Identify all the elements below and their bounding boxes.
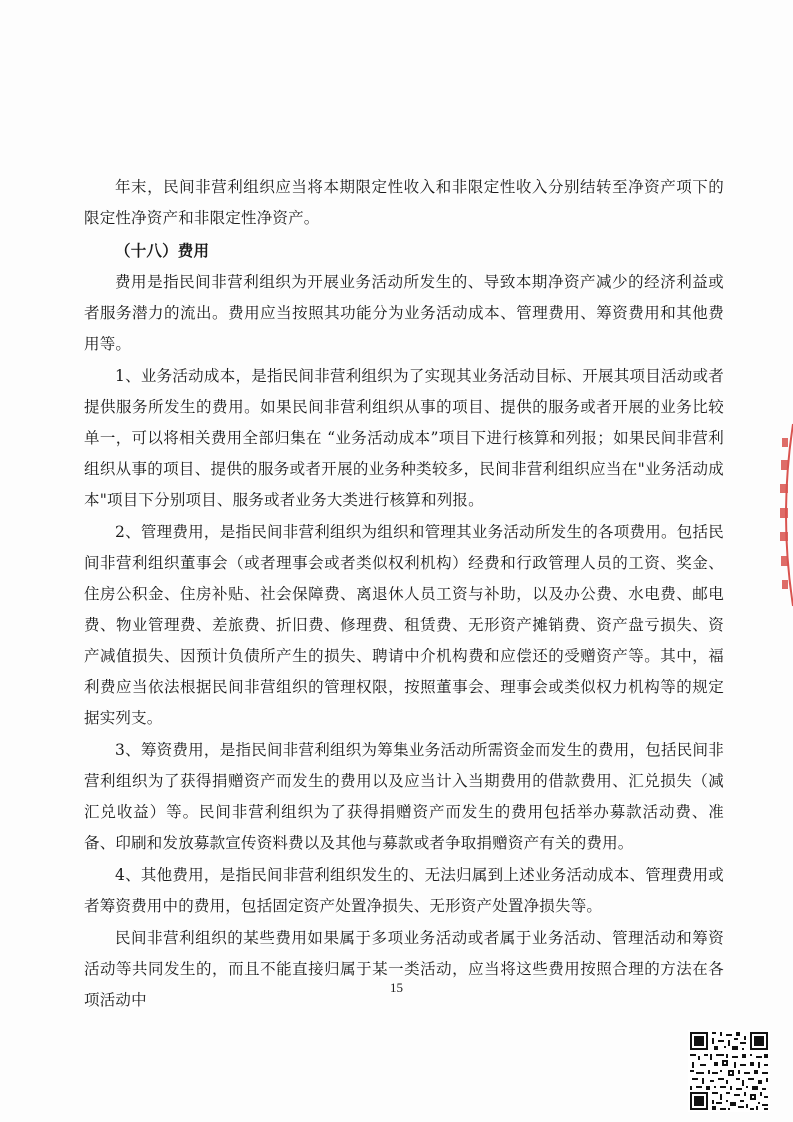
section-heading-expenses: （十八）费用 <box>115 241 210 260</box>
seal-stamp-icon <box>773 420 793 610</box>
body-text <box>84 172 724 1016</box>
paragraph-other-expense: 4、其他费用，是指民间非营利组织发生的、无法归属到上述业务活动成本、管理费用或者筹资费用中的费用，包括固定资产处置净损失、无形资产处置净损失等。 <box>84 866 724 915</box>
qr-code-icon <box>688 1030 770 1112</box>
paragraph-management-expense: 2、管理费用，是指民间非营利组织为组织和管理其业务活动所发生的各项费用。包括民间非营利组织董事会（或者理事会或者类似权利机构）经费和行政管理人员的工资、奖金、住房公积金、住房补贴、社会保障费、离退休人员工资与补助，以及办公费、水电费、邮电费、物业管理费、差旅费、折旧费、修理费、租赁费、无形资产摊销费、资产盘亏损失、资产减值损失、因预计负债所产生的损失、聘请中介机构费和应偿还的受赠资产等。其中，福利费应当依法根据民间非营组织的管理权限，按照董事会、理事会或类似权力机构等的规定据实列支。 <box>84 523 724 727</box>
paragraph-fundraising-expense: 3、筹资费用，是指民间非营利组织为筹集业务活动所需资金而发生的费用，包括民间非营利组织为了获得捐赠资产而发生的费用以及应当计入当期费用的借款费用、汇兑损失（减汇兑收益）等。民间非营利组织为了获得捐赠资产而发生的费用包括举办募款活动费、准备、印刷和发放募款宣传资料费以及其他与募款或者争取捐赠资产有关的费用。 <box>84 741 724 852</box>
paragraph-business-activity-cost: 1、业务活动成本，是指民间非营利组织为了实现其业务活动目标、开展其项目活动或者提供服务所发生的费用。如果民间非营利组织从事的项目、提供的服务或者开展的业务比较单一，可以将相关费用全部归集在 “业务活动成本”项目下进行核算和列报；如果民间非营利组织从事的项目、提供的服务或者开展的业务种类较多，民间非营利组织应当在"业务活动成本"项目下分别项目、服务或者业务大类进行核算和列报。 <box>84 367 724 509</box>
paragraph-1: 年末，民间非营利组织应当将本期限定性收入和非限定性收入分别结转至净资产项下的限定性净资产和非限定性净资产。 <box>84 178 724 227</box>
paragraph-expense-definition: 费用是指民间非营利组织为开展业务活动所发生的、导致本期净资产减少的经济利益或者服务潜力的流出。费用应当按照其功能分为业务活动成本、管理费用、筹资费用和其他费用等。 <box>84 273 724 353</box>
paragraph-shared-expense: 民间非营利组织的某些费用如果属于多项业务活动或者属于业务活动、管理活动和筹资活动等共同发生的，而且不能直接归属于某一类活动，应当将这些费用按照合理的方法在各项活动中 <box>84 929 724 1009</box>
page-number: 15 <box>390 980 403 995</box>
